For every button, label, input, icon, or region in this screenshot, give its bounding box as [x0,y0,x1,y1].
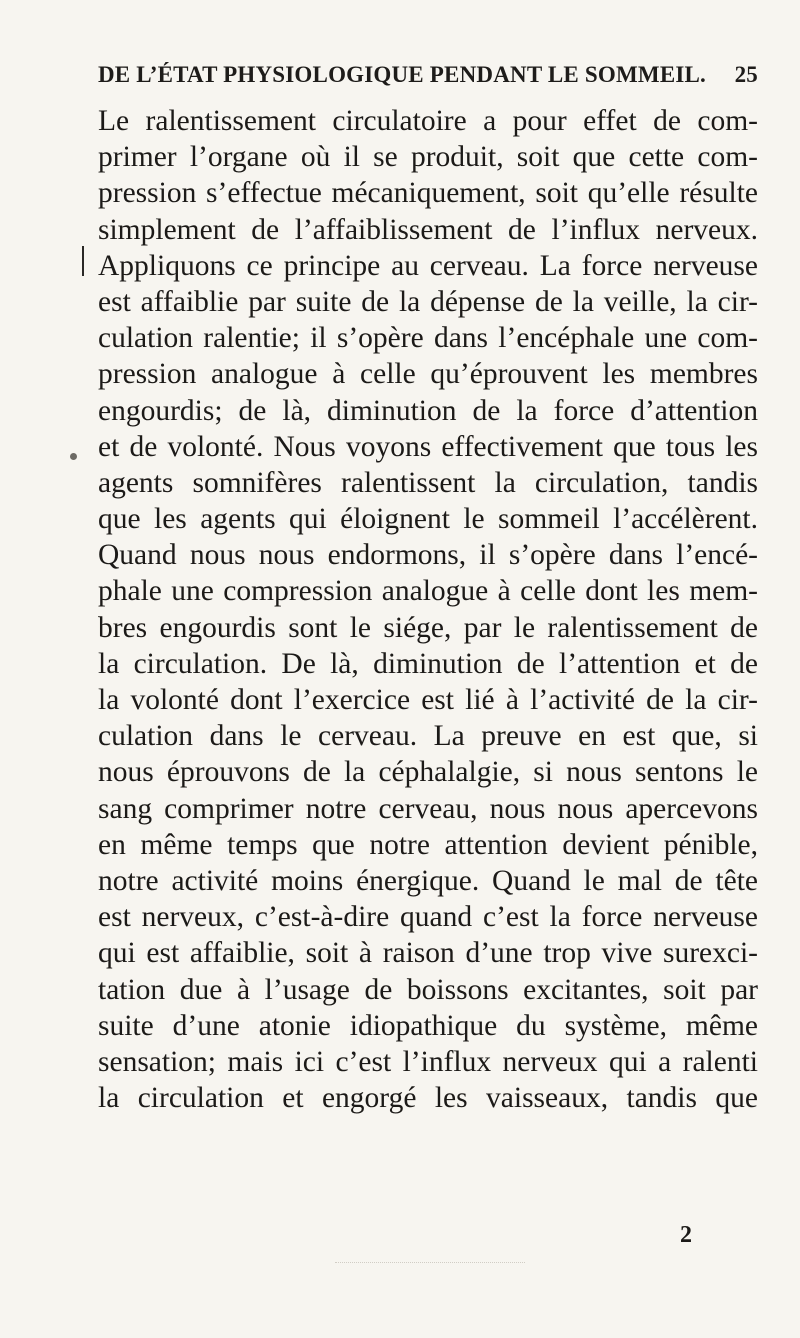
text-line: bres engourdis sont le siége, par le ralentissement de [98,611,758,644]
running-title: DE L’ÉTAT PHYSIOLOGIQUE PENDANT LE SOMMEIL. [98,62,707,87]
text-line: qui est affaiblie, soit à raison d’une trop vive surexci- [98,937,758,970]
text-line: est nerveux, c’est-à-dire quand c’est la force nerveuse [98,901,758,934]
text-line: Appliquons ce principe au cerveau. La force nerveuse [98,249,758,282]
text-line: primer l’organe où il se produit, soit que cette com- [98,141,758,174]
text-line: pression s’effectue mécaniquement, soit qu’elle résulte [98,177,758,210]
text-line: est affaiblie par suite de la dépense de la veille, la cir- [98,285,758,318]
text-line: sensation; mais ici c’est l’influx nerveux qui a ralenti [98,1045,758,1078]
text-line: suite d’une atonie idiopathique du système, même [98,1009,758,1042]
text-line: sang comprimer notre cerveau, nous nous apercevons [98,792,758,825]
text-line: la volonté dont l’exercice est lié à l’activité de la cir- [98,684,758,716]
text-line: Quand nous nous endormons, il s’opère dans l’encé- [98,539,758,572]
text-line: et de volonté. Nous voyons effectivement que tous les [98,430,758,463]
text-line: Le ralentissement circulatoire a pour effet de com- [98,105,758,137]
text-line: notre activité moins énergique. Quand le mal de tête [98,864,758,897]
ink-smudge [335,1262,525,1273]
body-paragraph [98,103,758,1116]
page-number: 25 [734,62,758,87]
running-header [98,62,758,96]
text-line: culation ralentie; il s’opère dans l’encéphale une com- [98,322,758,355]
text-line: la circulation. De là, diminution de l’attention et de [98,647,758,680]
text-line: phale une compression analogue à celle dont les mem- [98,575,758,608]
text-line: pression analogue à celle qu’éprouvent les membres [98,358,758,391]
text-line: en même temps que notre attention devient pénible, [98,828,758,861]
text-line: que les agents qui éloignent le sommeil l’accélèrent. [98,503,758,536]
text-line: nous éprouvons de la céphalalgie, si nous sentons le [98,756,758,789]
text-line: agents somnifères ralentissent la circulation, tandis [98,466,758,499]
text-line: tation due à l’usage de boissons excitantes, soit par [98,973,758,1006]
margin-dot [70,453,77,460]
text-line: la circulation et engorgé les vaisseaux, tandis que [98,1082,758,1115]
signature-mark: 2 [680,1222,692,1248]
text-line: engourdis; de là, diminution de la force d’attention [98,394,758,427]
text-line: culation dans le cerveau. La preuve en est que, si [98,720,758,753]
margin-mark [82,246,84,276]
text-line: simplement de l’affaiblissement de l’influx nerveux. [98,213,758,246]
